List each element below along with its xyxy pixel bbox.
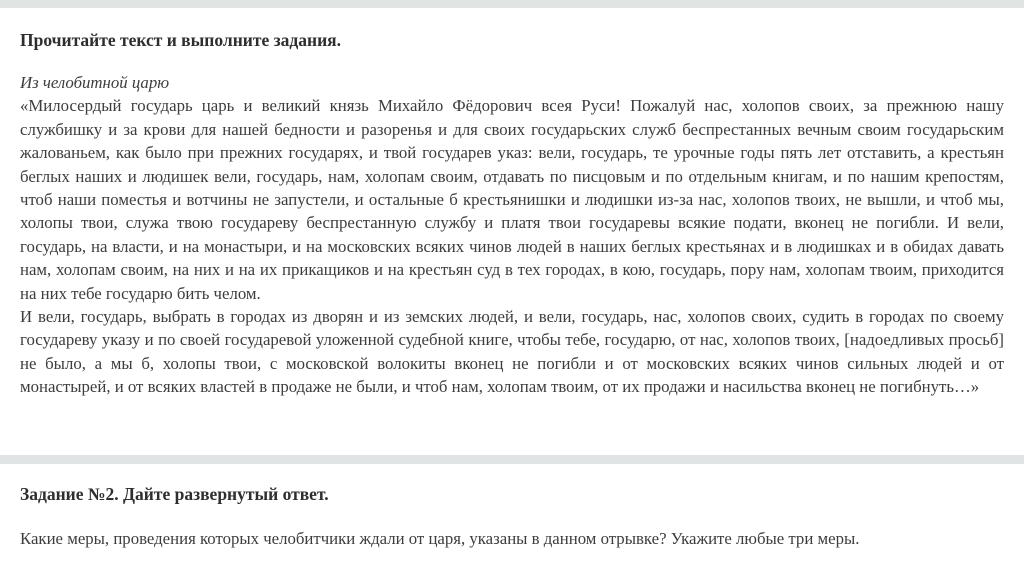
- document-page: [0, 8, 1024, 399]
- task-question: Какие меры, проведения которых челобитчики ждали от царя, указаны в данном отрывке? Укажите любые три меры.: [20, 529, 860, 548]
- task-section: [20, 483, 1004, 550]
- passage-paragraph-1: «Милосердый государь царь и великий князь Михайло Фёдорович всея Руси! Пожалуй нас, холопов своих, за прежнюю нашу службишку и за крови для нашей бедности и разоренья и для своих государьских служб беспрестанных вечным своим государьским жалованьем, как было при прежних государях, и твой государев указ: вели, государь, те урочные годы пять лет отставить, а крестьян беглых наших и людишек вели, государь, нам, холопам своим, отдавать по писцовым и по отдельным книгам, и по нашим крепостям, чтоб наши поместья и вотчины не запустели, и остальные б крестьянишки и людишки из-за нас, холопов твоих, не вышли, и чтоб мы, холопы твои, служа твою государеву беспрестанную службу и платя твои государевы всякие подати, вконец не погибли. И вели, государь, на власти, и на монастыри, и на московских всяких чинов людей в наших беглых крестьянах и в людишках и в обидах давать нам, холопам своим, на них и на их прикащиков и на крестьян суд в тех городах, в кою, государь, пору нам, холопам твоим, приходится на них тебе государю бить челом.: [20, 96, 1004, 303]
- task-heading: Задание №2. Дайте развернутый ответ.: [20, 484, 329, 504]
- passage-block: [20, 71, 1004, 399]
- section-divider-bar: [0, 455, 1024, 464]
- top-divider-bar: [0, 0, 1024, 8]
- source-caption: Из челобитной царю: [20, 73, 170, 92]
- passage-paragraph-2: И вели, государь, выбрать в городах из дворян и из земских людей, и вели, государь, нас, холопов своих, судить в городах по своему государеву указу и по своей государевой уложенной судебной книге, чтобы тебе, государю, от нас, холопов твоих, [надоедливых просьб] не было, а мы б, холопы твои, с московской волокиты вконец не погибли и от московских всяких чинов сильных людей и от монастырей, и от всяких властей в продаже не были, и чтоб нам, холопам твоим, от их продажи и насильства вконец не погибнуть…»: [20, 307, 1004, 397]
- instruction-heading: Прочитайте текст и выполните задания.: [20, 30, 342, 50]
